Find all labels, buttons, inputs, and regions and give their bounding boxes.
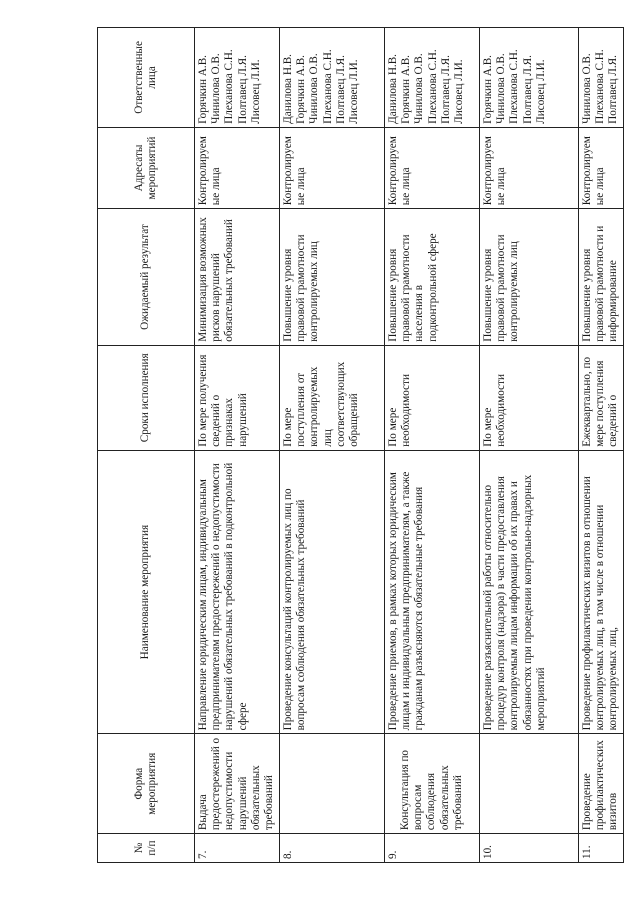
responsible-list: Данилова Н.В. Горячкин А.В. Чинилова О.В. Плеханова С.Н. Полтавец Л.Я. Лисовец Л.И. [387,49,466,124]
cell-addressees: Контролируемые лица [480,127,579,208]
table-row [579,28,624,863]
cell-addressees: Контролируемые лица [280,127,385,208]
responsible-list: Горячкин А.В. Чинилова О.В. Плеханова С.Н. Полтавец Л.Я. Лисовец Л.И. [482,49,547,124]
cell-result: Повышение уровня правовой грамотности и информирование [579,209,624,346]
cell-term: По мере поступления от контролируемых лиц соответствующих обращений [280,345,385,450]
cell-addressees: Контролируемые лица [579,127,624,208]
responsible-list: Чинилова О.В. Плеханова С.Н. Полтавец Л.Я. [581,49,620,124]
table-row [385,28,480,863]
cell-name: Направление юридическим лицам, индивидуальным предпринимателям предостережений о недопустимости нарушений обязательных требований в подконтрольной сфере [195,450,280,734]
cell-name: Проведение консультаций контролируемых лиц по вопросам соблюдения обязательных требований [280,450,385,734]
cell-responsible [195,28,280,128]
cell-num: 7. [195,834,280,863]
table-row [280,28,385,863]
responsible-list: Горячкин А.В. Чинилова О.В. Плеханова С.Н. Полтавец Л.Я. Лисовец Л.И. [197,49,262,124]
cell-term: По мере необходимости [480,345,579,450]
cell-result: Повышение уровня правовой грамотности контролируемых лиц [280,209,385,346]
header-form: Форма мероприятия [98,734,195,834]
header-result: Ожидаемый результат [98,209,195,346]
cell-result: Повышение уровня правовой грамотности контролируемых лиц [480,209,579,346]
cell-term: По мере необходимости [385,345,480,450]
measures-table [97,27,624,863]
cell-num: 8. [280,834,385,863]
cell-term: Ежеквартально, по мере поступления сведений о [579,345,624,450]
cell-responsible [385,28,480,128]
cell-num: 9. [385,834,480,863]
header-addressees: Адресаты мероприятий [98,127,195,208]
cell-responsible [579,28,624,128]
cell-name: Проведение приемов, в рамках которых юридическим лицам и индивидуальным предпринимателям, а также гражданам разъясняются обязательные требования [385,450,480,734]
cell-result: Повышение уровня правовой грамотности населения в подконтрольной сфере [385,209,480,346]
cell-form: Консультация по вопросам соблюдения обязательных требований [385,734,480,834]
table-row [480,28,579,863]
header-name: Наименование мероприятия [98,450,195,734]
cell-form: Проведение профилактических визитов [579,734,624,834]
cell-name: Проведение профилактических визитов в отношении контролируемых лиц, в том числе в отношении контролируемых лиц, [579,450,624,734]
cell-name: Проведение разъяснительной работы относительно процедур контроля (надзора) в части предоставления контролируемым лицам информации об их правах и обязанностях при проведении контрольно-надзорных мероприятий [480,450,579,734]
header-responsible: Ответственные лица [98,28,195,128]
cell-addressees: Контролируемые лица [385,127,480,208]
table-header-row [98,28,195,863]
cell-form [280,734,385,834]
cell-responsible [280,28,385,128]
cell-form [480,734,579,834]
header-num: № п/п [98,834,195,863]
table-row [195,28,280,863]
cell-result: Минимизация возможных рисков нарушений обязательных требований [195,209,280,346]
cell-term: По мере получения сведений о признаках нарушений [195,345,280,450]
cell-form: Выдача предостережений о недопустимости нарушений обязательных требований [195,734,280,834]
cell-num: 10. [480,834,579,863]
cell-num: 11. [579,834,624,863]
cell-addressees: Контролируемые лица [195,127,280,208]
responsible-list: Данилова Н.В. Горячкин А.В. Чинилова О.В. Плеханова С.Н. Полтавец Л.Я. Лисовец Л.И. [282,49,361,124]
cell-responsible [480,28,579,128]
header-term: Сроки исполнения [98,345,195,450]
